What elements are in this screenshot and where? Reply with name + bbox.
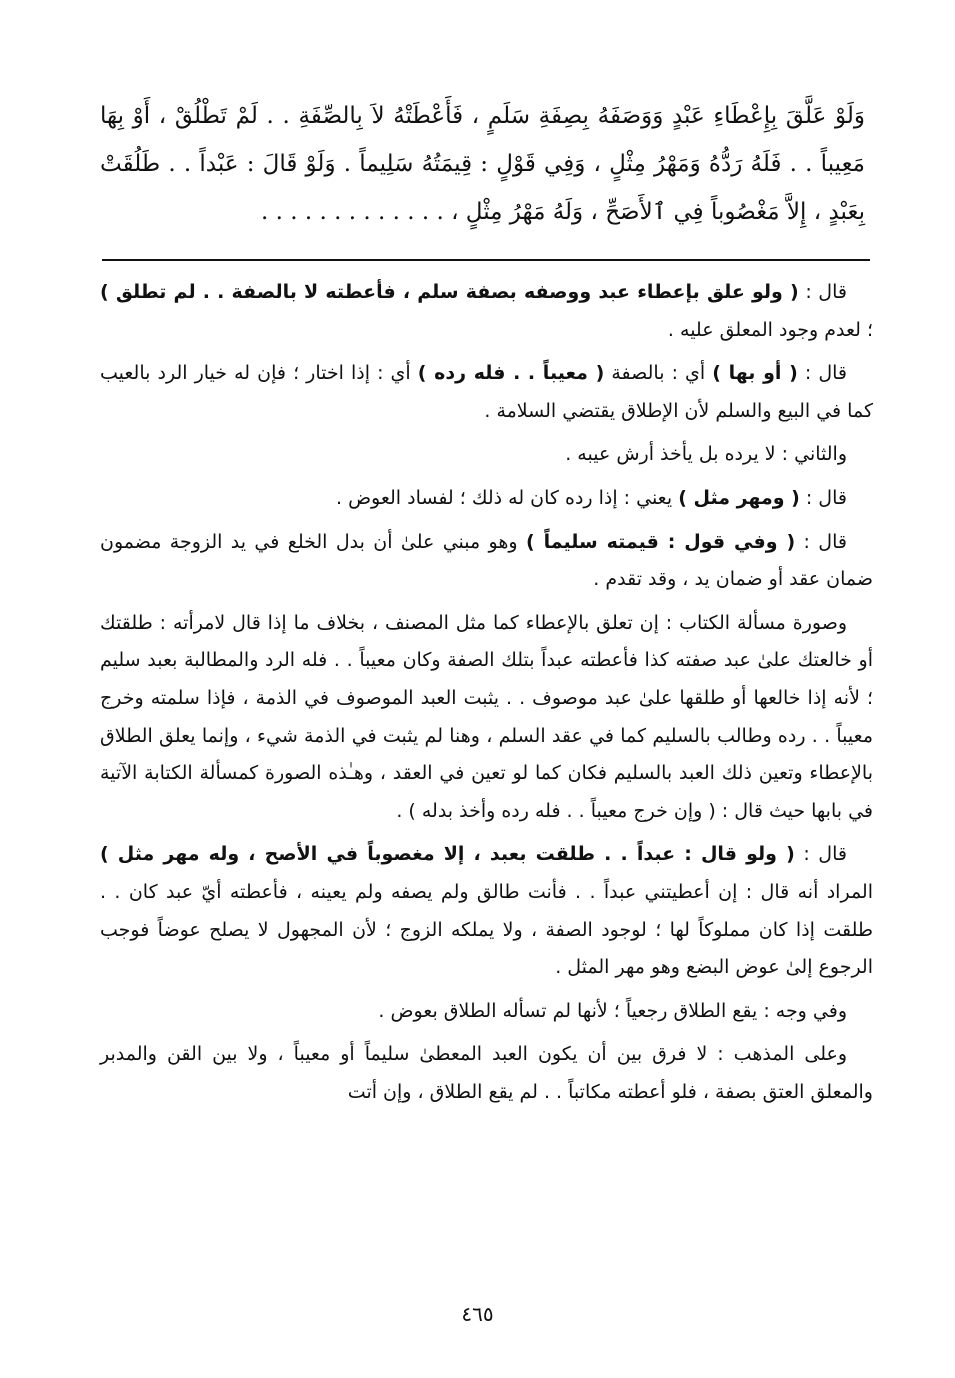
text: المراد أنه قال : إن أعطيتني عبداً . . فأنت طالق ولم يصفه ولم يعينه ، فأعطته أيّ عبد كان . . طلقت إذا كان مملوكاً لها ؛ لوجود الصفة ، ولا يملكه الزوج ؛ لأن المجهول لا يصلح عوضاً فوجب الرجوع إلىٰ عوض البضع وهو مهر المثل . bbox=[100, 880, 873, 979]
quoted-matn: ( ولو علق بإعطاء عبد ووصفه بصفة سلم ، فأعطته لا بالصفة . . لم تطلق ) bbox=[100, 281, 799, 303]
commentary-paragraph-5 bbox=[100, 524, 873, 599]
commentary-paragraph-1 bbox=[100, 274, 873, 349]
text: قال : bbox=[797, 362, 847, 385]
quoted-matn: ( وفي قول : قيمته سليماً ) bbox=[525, 530, 796, 553]
quoted-matn: ( ولو قال : عبداً . . طلقت بعبد ، إلا مغصوباً في الأصح ، وله مهر مثل ) bbox=[100, 843, 795, 866]
commentary-paragraph-6: وصورة مسألة الكتاب : إن تعلق بالإعطاء كما مثل المصنف ، بخلاف ما إذا قال لامرأته : طلقتك أو خالعتك علىٰ عبد صفته كذا فأعطته عبداً بتلك الصفة وكان معيباً . . فله الرد والمطالبة بعبد سليم ؛ لأنه إذا خالعها أو طلقها علىٰ عبد موصوف . . يثبت العبد الموصوف في الذمة ، فإذا سلمته وخرج معيباً . . رده وطالب بالسليم كما في عقد السلم ، وهنا لم يثبت في الذمة شيء ، وإنما يعلق الطلاق بالإعطاء وتعين ذلك العبد بالسليم فكان كما لو تعين في العقد ، وهـٰذه الصورة كمسألة الكتابة الآتية في بابها حيث قال : ( وإن خرج معيباً . . فله رده وأخذ بدله ) . bbox=[100, 611, 873, 822]
quoted-matn: ( ومهر مثل ) bbox=[678, 486, 800, 509]
commentary-paragraph-3: والثاني : لا يرده بل يأخذ أرش عيبه . bbox=[565, 443, 847, 466]
text: وهو مبني علىٰ أن بدل الخلع في يد الزوجة مضمون ضمان عقد أو ضمان يد ، وقد تقدم . bbox=[100, 530, 873, 591]
text: ؛ لعدم وجود المعلق عليه . bbox=[667, 318, 873, 341]
commentary-paragraph-8: وفي وجه : يقع الطلاق رجعياً ؛ لأنها لم تسأله الطلاق بعوض . bbox=[378, 999, 847, 1022]
commentary-sharh bbox=[100, 274, 873, 1117]
text: يعني : إذا رده كان له ذلك ؛ لفساد العوض . bbox=[335, 486, 679, 509]
text: قال : bbox=[798, 281, 847, 303]
text: قال : bbox=[795, 530, 847, 553]
quoted-matn: ( أو بها ) bbox=[712, 362, 798, 385]
commentary-paragraph-2 bbox=[100, 355, 873, 430]
page-number: ٤٦٥ bbox=[461, 1302, 494, 1326]
text: قال : bbox=[794, 843, 847, 866]
text: أي : إذا اختار ؛ فإن له خيار الرد بالعيب كما في البيع والسلم لأن الإطلاق يقتضي السلامة . bbox=[100, 362, 873, 422]
commentary-paragraph-4 bbox=[100, 480, 873, 518]
main-text-matn bbox=[100, 92, 865, 236]
text: قال : bbox=[799, 486, 847, 509]
commentary-paragraph-9: وعلى المذهب : لا فرق بين أن يكون العبد المعطىٰ سليماً أو معيباً ، ولا بين القن والمدبر والمعلق العتق بصفة ، فلو أعطته مكاتباً . . لم يقع الطلاق ، وإن أتت bbox=[100, 1043, 873, 1103]
separator-line bbox=[102, 259, 870, 261]
text: أي : بالصفة bbox=[604, 362, 713, 385]
quoted-matn: ( معيباً . . فله رده ) bbox=[417, 362, 605, 385]
matn-paragraph: وَلَوْ عَلَّقَ بِإِعْطَاءِ عَبْدٍ وَوَصَفَهُ بِصِفَةِ سَلَمٍ ، فَأَعْطَتْهُ لاَ بِالصِّفَةِ . . لَمْ تَطْلُقْ ، أَوْ بِهَا مَعِيباً . . فَلَهُ رَدُّهُ وَمَهْرُ مِثْلٍ ، وَفِي قَوْلٍ : قِيمَتُهُ سَلِيماً . وَلَوْ قَالَ : عَبْداً . . طَلُقَتْ بِعَبْدٍ ، إِلاَّ مَغْصُوباً فِي ٱلأَصَحِّ ، وَلَهُ مَهْرُ مِثْلٍ ، . . . . . . . . . . . . . bbox=[100, 103, 865, 225]
commentary-paragraph-7 bbox=[100, 836, 873, 986]
